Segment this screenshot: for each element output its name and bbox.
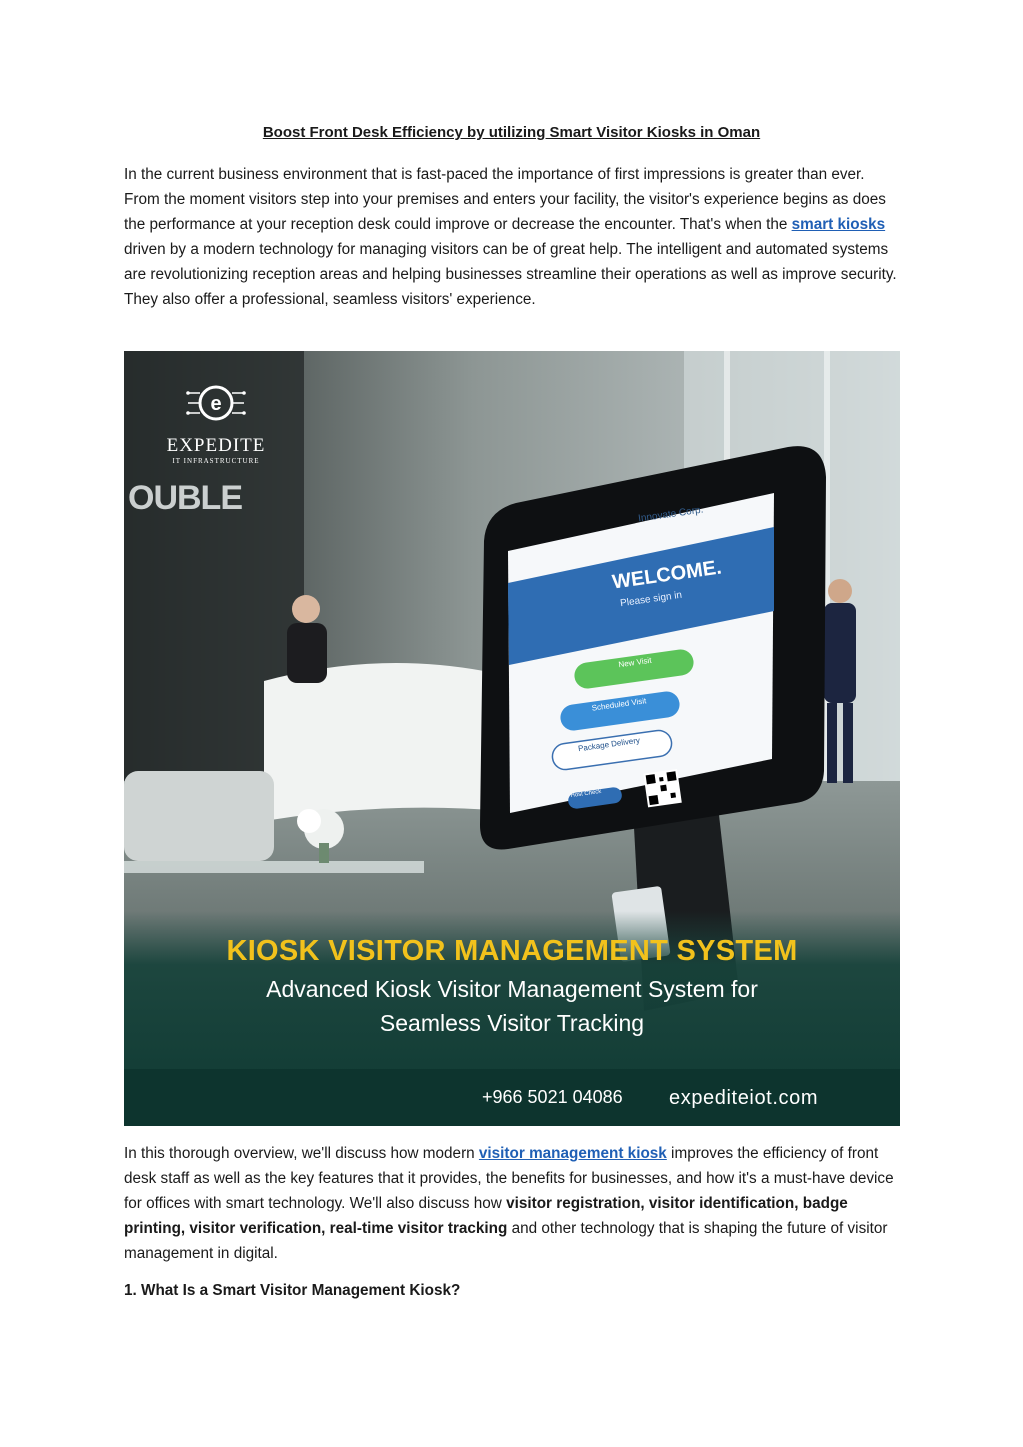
intro-text-start: In the current business environment that is fast-paced the importance of first impressions is greater than ever. From the moment visitors step into your premises and enters your facility, the visitor's experience begins as does the performance at your reception desk could improve or decrease the encounter. That's when the — [124, 166, 886, 233]
circuit-e-icon — [186, 373, 246, 433]
expedite-logo — [156, 373, 276, 465]
hero-image — [124, 351, 900, 1126]
overview-text-end: and other technology that is shaping the future of visitor management in digital. — [124, 1220, 888, 1262]
intro-paragraph — [124, 162, 900, 312]
overview-text-middle: improves the efficiency of front desk staff as well as the key features that it provides, the benefits for businesses, and how it's a must-have device for offices with smart technology. We'll also discuss how — [124, 1145, 894, 1212]
kiosk-host-check-label: Host Check — [570, 788, 602, 800]
intro-text-end: driven by a modern technology for managing visitors can be of great help. The intelligent and automated systems are revolutionizing reception areas and helping businesses streamline their operations as well as improve security. They also offer a professional, seamless visitors' experience. — [124, 241, 897, 308]
wall-sign: OUBLE — [128, 479, 242, 517]
kiosk-welcome: WELCOME. — [610, 556, 723, 594]
overview-bold-features: visitor registration, visitor identification, badge printing, visitor verification, real-time visitor tracking — [124, 1195, 848, 1237]
kiosk-new-visit-label: New Visit — [617, 655, 653, 670]
qr-code — [643, 769, 681, 807]
section-heading: 1. What Is a Smart Visitor Management Kiosk? — [124, 1282, 461, 1299]
kiosk-package-delivery-label: Package Delivery — [577, 735, 641, 754]
banner-website: expediteiot.com — [669, 1087, 819, 1109]
document-title: Boost Front Desk Efficiency by utilizing Smart Visitor Kiosks in Oman — [262, 124, 761, 141]
hero-banner — [124, 935, 900, 1040]
logo-subtitle: IT INFRASTRUCTURE — [172, 457, 260, 465]
svg-text:e: e — [210, 393, 222, 415]
smart-kiosks-link[interactable]: smart kiosks — [791, 216, 886, 233]
banner-line-2: Seamless Visitor Tracking — [379, 1010, 645, 1036]
banner-line-1: Advanced Kiosk Visitor Management System for — [266, 976, 758, 1002]
visitor-management-kiosk-link[interactable]: visitor management kiosk — [478, 1145, 667, 1162]
overview-text-start: In this thorough overview, we'll discuss how modern — [124, 1145, 479, 1162]
overview-paragraph — [124, 1141, 900, 1266]
banner-phone: +966 5021 04086 — [482, 1087, 623, 1107]
kiosk-company-name: Innovate Corp. — [637, 504, 705, 525]
logo-name: EXPEDITE — [166, 435, 266, 456]
kiosk-signin: Please sign in — [619, 589, 683, 610]
banner-subtitle — [124, 972, 900, 1040]
banner-title: KIOSK VISITOR MANAGEMENT SYSTEM — [226, 935, 798, 967]
kiosk-scheduled-visit-label: Scheduled Visit — [591, 696, 647, 713]
